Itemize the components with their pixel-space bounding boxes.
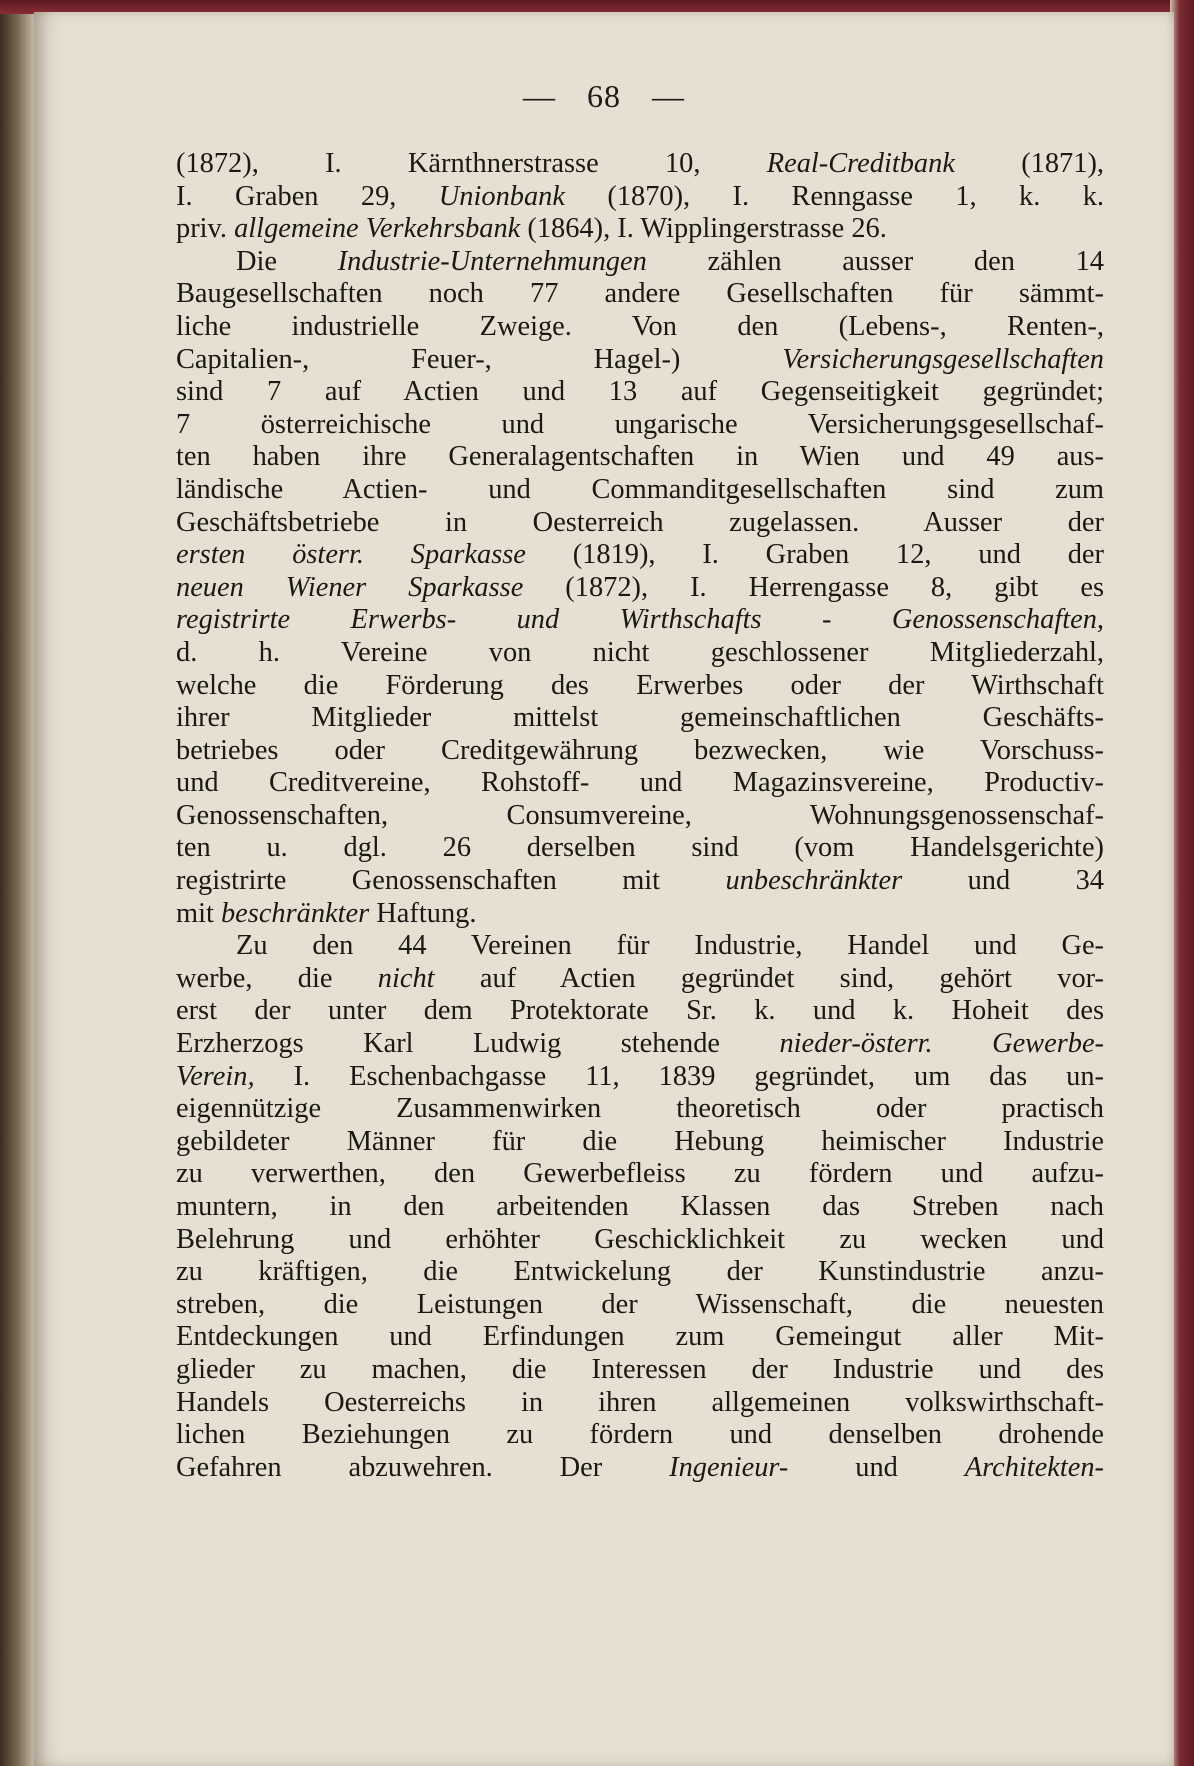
text-line: ten u. dgl. 26 derselben sind (vom Handelsgerichte) [176,832,1104,864]
text-line: muntern, in den arbeitenden Klassen das Streben nach [176,1191,1104,1222]
text-line: Capitalien-, Feuer-, Hagel-) Versicherungsgesellschaften [176,343,1104,375]
text-line: I. Graben 29, Unionbank (1870), I. Renngasse 1, k. k. [176,180,1104,212]
text-line: streben, die Leistungen der Wissenschaft, die neuesten [176,1288,1104,1320]
text-line: Gefahren abzuwehren. Der Ingenieur- und Architekten- [176,1451,1105,1483]
text-line: d. h. Vereine von nicht geschlossener Mitgliederzahl, [176,636,1104,668]
text-line: zu kräftigen, die Entwickelung der Kunstindustrie anzu- [176,1256,1104,1288]
text-line: Verein, I. Eschenbachgasse 11, 1839 gegründet, um das un- [176,1060,1104,1092]
text-line: ländische Actien- und Commanditgesellschaften sind zum [176,473,1104,505]
text-line: Handels Oesterreichs in ihren allgemeinen volkswirthschaft- [176,1386,1104,1418]
text-line: Baugesellschaften noch 77 andere Gesellschaften für sämmt- [176,278,1104,310]
header-dash-left: — [523,78,556,114]
text-line: eigennützige Zusammenwirken theoretisch oder practisch [176,1093,1104,1125]
text-line: Geschäftsbetriebe in Oesterreich zugelassen. Ausser der [176,506,1104,538]
text-line: ihrer Mitglieder mittelst gemeinschaftlichen Geschäfts- [176,702,1104,734]
text-line: registrirte Erwerbs- und Wirthschafts - Genossenschaften, [176,604,1104,636]
text-line: erst der unter dem Protektorate Sr. k. und k. Hoheit des [176,995,1104,1027]
text-line: Zu den 44 Vereinen für Industrie, Handel und Ge- [236,930,1104,962]
text-line: priv. allgemeine Verkehrsbank (1864), I. Wipplingerstrasse 26. [176,213,887,245]
text-line: Die Industrie-Unternehmungen zählen ausser den 14 [236,245,1105,277]
text-line: Entdeckungen und Erfindungen zum Gemeingut aller Mit- [176,1321,1104,1353]
text-line: (1872), I. Kärnthnerstrasse 10, Real-Creditbank (1871), [176,148,1104,179]
text-line: betriebes oder Creditgewährung bezwecken, wie Vorschuss- [176,734,1104,766]
book-page [34,12,1174,1766]
page-header [34,78,1174,115]
text-line: Genossenschaften, Consumvereine, Wohnungsgenossenschaf- [176,799,1104,831]
text-line: glieder zu machen, die Interessen der Industrie und des [176,1353,1104,1385]
header-dash-right: — [652,78,685,114]
text-line: liche industrielle Zweige. Von den (Lebens-, Renten-, [176,310,1104,342]
text-line: Erzherzogs Karl Ludwig stehende nieder-österr. Gewerbe- [176,1028,1105,1060]
text-line: neuen Wiener Sparkasse (1872), I. Herrengasse 8, gibt es [176,571,1104,603]
text-line: 7 österreichische und ungarische Versicherungsgesellschaf- [176,408,1104,440]
text-line: sind 7 auf Actien und 13 auf Gegenseitigkeit gegründet; [176,376,1104,408]
text-line: Belehrung und erhöhter Geschicklichkeit zu wecken und [176,1223,1104,1255]
text-line: ten haben ihre Generalagentschaften in Wien und 49 aus- [176,441,1104,473]
text-line: ersten österr. Sparkasse (1819), I. Graben 12, und der [176,539,1104,571]
text-line: mit beschränkter Haftung. [176,897,477,929]
text-line: lichen Beziehungen zu fördern und denselben drohende [176,1419,1104,1451]
text-line: registrirte Genossenschaften mit unbeschränkter und 34 [176,865,1104,897]
body-text [176,148,1104,1484]
text-line: welche die Förderung des Erwerbes oder der Wirthschaft [176,669,1104,701]
text-line: und Creditvereine, Rohstoff- und Magazinsvereine, Productiv- [176,767,1104,799]
page-number: 68 [587,78,621,114]
text-line: gebildeter Männer für die Hebung heimischer Industrie [176,1125,1104,1157]
text-line: zu verwerthen, den Gewerbefleiss zu fördern und aufzu- [176,1158,1104,1190]
text-line: werbe, die nicht auf Actien gegründet sind, gehört vor- [176,962,1104,994]
